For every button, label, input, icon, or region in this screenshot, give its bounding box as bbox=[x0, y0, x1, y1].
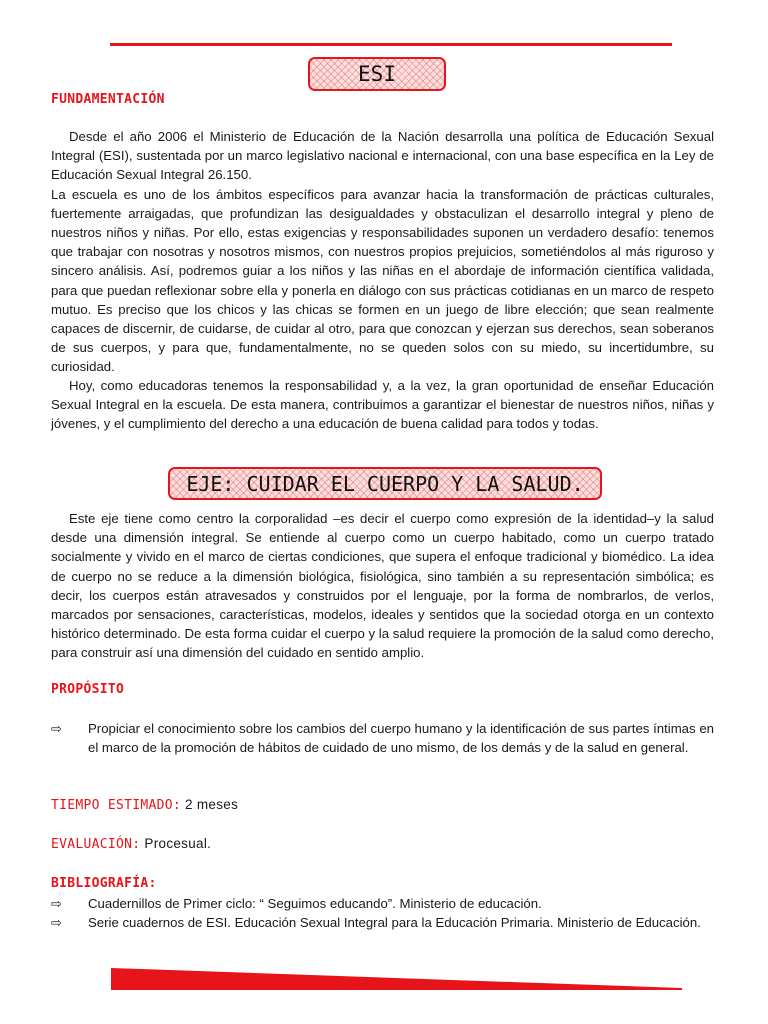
bottom-red-wedge bbox=[111, 966, 682, 990]
proposito-text: Propiciar el conocimiento sobre los cambios del cuerpo humano y la identificación de sus partes íntimas en el marco de la promoción de hábitos de cuidado de uno mismo, de los demás y de la salud en general. bbox=[88, 721, 714, 756]
eje-paragraph: Este eje tiene como centro la corporalidad –es decir el cuerpo como expresión de la identidad–y la salud desde una dimensión integral. Se entiende al cuerpo como un cuerpo habitado, como un cuerpo tratado socialmente y vivido en el marco de ciertas condiciones, que supera el enfoque tradicional y biomédico. La idea de cuerpo no se reduce a la dimensión biológica, fisiológica, sino también a su representación simbólica; es decir, los cuerpos están atravesados y construidos por el lenguaje, por la forma de nombrarlos, de verlos, marcados por sensaciones, características, modelos, ideales y sentidos que la sociedad otorga en un contexto histórico determinado. De esta forma cuidar el cuerpo y la salud requiere la promoción de la salud como derecho, para construir así una dimensión del cuidado en sentido amplio. bbox=[51, 511, 714, 661]
top-red-rule bbox=[110, 43, 672, 46]
esi-title: ESI bbox=[358, 62, 396, 86]
esi-title-banner bbox=[308, 57, 446, 91]
evaluacion-label: EVALUACIÓN: bbox=[51, 837, 141, 852]
list-item bbox=[51, 913, 714, 932]
evaluacion-row bbox=[51, 836, 211, 852]
eje-title: EJE: CUIDAR EL CUERPO Y LA SALUD. bbox=[186, 471, 584, 496]
tiempo-label: TIEMPO ESTIMADO: bbox=[51, 798, 182, 813]
proposito-list bbox=[51, 719, 714, 757]
bibliografia-item-1: Cuadernillos de Primer ciclo: “ Seguimos educando”. Ministerio de educación. bbox=[88, 896, 542, 911]
bottom-wedge-shape bbox=[111, 968, 682, 990]
fundamentacion-heading: FUNDAMENTACIÓN bbox=[51, 92, 165, 107]
proposito-heading: PROPÓSITO bbox=[51, 682, 125, 697]
evaluacion-value: Procesual. bbox=[144, 836, 212, 851]
arrow-bullet-icon: ⇨ bbox=[51, 896, 62, 911]
arrow-bullet-icon: ⇨ bbox=[51, 915, 62, 931]
fundamentacion-paragraph-1: Desde el año 2006 el Ministerio de Educación de la Nación desarrolla una política de Educación Sexual Integral (ESI), sustentada por un marco legislativo nacional e internacional, con una base específica en la Ley de Educación Sexual Integral 26.150. bbox=[51, 129, 714, 183]
bibliografia-item-2: Serie cuadernos de ESI. Educación Sexual Integral para la Educación Primaria. Ministerio de Educación. bbox=[88, 915, 701, 931]
fundamentacion-paragraph-2: La escuela es uno de los ámbitos específicos para avanzar hacia la transformación de prácticas culturales, fuertemente arraigadas, que profundizan las desigualdades y obstaculizan el desarrollo integral y pleno de nuestros niños y niñas. Por ello, estas exigencias y responsabilidades suponen un verdadero desafío: tenemos que trabajar con nosotras y nosotros mismos, con nuestros propios prejuicios, sometiéndolos al más riguroso y sincero análisis. Así, podremos guiar a los niños y las niñas en el abordaje de información científica validada, para que puedan reflexionar sobre ella y ponerla en diálogo con sus prácticas cotidianas en un marco de respeto mutuo. Es preciso que los chicos y las chicas se formen en un juego de libre elección; que sean realmente capaces de discernir, de cuidarse, de cuidar al otro, para que conozcan y ejerzan sus derechos, sean soberanos de sus cuerpos, y para que, fundamentalmente, no se queden solos con su miedo, su incertidumbre, su curiosidad. bbox=[51, 186, 714, 375]
bibliografia-heading: BIBLIOGRAFÍA: bbox=[51, 876, 157, 891]
eje-title-banner bbox=[168, 467, 602, 500]
tiempo-value: 2 meses bbox=[185, 797, 239, 812]
list-item bbox=[51, 894, 714, 913]
list-item bbox=[51, 719, 714, 757]
arrow-bullet-icon: ⇨ bbox=[51, 721, 62, 736]
bibliografia-list bbox=[51, 894, 714, 932]
tiempo-estimado-row bbox=[51, 797, 238, 813]
fundamentacion-paragraph-3: Hoy, como educadoras tenemos la responsabilidad y, a la vez, la gran oportunidad de enseñar Educación Sexual Integral en la escuela. De esta manera, contribuimos a garantizar el bienestar de nuestros niños, niñas y jóvenes, y el cumplimiento del derecho a una educación de buena calidad para todos y todas. bbox=[51, 377, 714, 431]
